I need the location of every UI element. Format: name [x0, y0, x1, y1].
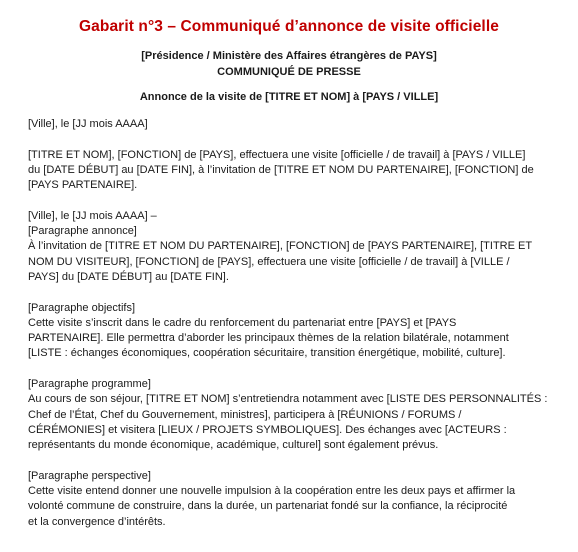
paragraph-line: et la convergence d’intérêts.: [28, 515, 166, 528]
paragraph-line: volonté commune de construire, dans la durée, un partenariat fondé sur la confiance, la réciprocité: [28, 500, 508, 513]
paragraph: [28, 377, 563, 453]
document-title: Gabarit n°3 – Communiqué d’annonce de visite officielle: [79, 18, 499, 35]
paragraph-line: [PAYS PARTENAIRE].: [28, 179, 138, 192]
paragraph: [28, 209, 563, 285]
paragraph-line: Chef de l’État, Chef du Gouvernement, ministres], participera à [RÉUNIONS / FORUMS /: [28, 408, 462, 421]
paragraph-line: [Paragraphe perspective]: [28, 469, 151, 482]
paragraph-line: À l’invitation de [TITRE ET NOM DU PARTENAIRE], [FONCTION] de [PAYS PARTENAIRE], [TITRE ET: [28, 240, 533, 253]
document-body: [28, 117, 563, 545]
paragraph-line: représentants du monde économique, académique, culturel] sont également prévus.: [28, 439, 439, 452]
paragraph-line: [TITRE ET NOM], [FONCTION] de [PAYS], effectuera une visite [officielle / de travail] à [PAYS / VILLE]: [28, 148, 526, 161]
paragraph-line: du [DATE DÉBUT] au [DATE FIN], à l’invitation de [TITRE ET NOM DU PARTENAIRE], [FONCTION] de: [28, 163, 534, 176]
header-issuer: [Présidence / Ministère des Affaires étrangères de PAYS]: [141, 50, 437, 62]
paragraph-line: PAYS] du [DATE DÉBUT] au [DATE FIN].: [28, 270, 229, 283]
paragraph-line: Au cours de son séjour, [TITRE ET NOM] s’entretiendra notamment avec [LISTE DES PERSONNALITÉS :: [28, 393, 548, 406]
paragraph-line: [Ville], le [JJ mois AAAA] –: [28, 209, 157, 222]
paragraph-line: NOM DU VISITEUR], [FONCTION] de [PAYS], effectuera une visite [officielle / de travail] à [VILLE /: [28, 255, 510, 268]
paragraph-line: PARTENAIRE]. Elle permettra d’aborder les principaux thèmes de la relation bilatérale, notamment: [28, 332, 509, 345]
paragraph-line: [Paragraphe programme]: [28, 378, 151, 391]
paragraph-line: [Paragraphe annonce]: [28, 225, 137, 238]
paragraph: [28, 117, 563, 132]
paragraph-line: Cette visite s’inscrit dans le cadre du renforcement du partenariat entre [PAYS] et [PAYS: [28, 316, 457, 329]
paragraph-line: CÉRÉMONIES] et visitera [LIEUX / PROJETS SYMBOLIQUES]. Des échanges avec [ACTEURS :: [28, 423, 507, 436]
header-type: COMMUNIQUÉ DE PRESSE: [217, 66, 361, 78]
paragraph: [28, 148, 563, 194]
paragraph-line: [Ville], le [JJ mois AAAA]: [28, 118, 148, 130]
paragraph: [28, 469, 563, 530]
paragraph: [28, 301, 563, 362]
header-subject: Annonce de la visite de [TITRE ET NOM] à [PAYS / VILLE]: [139, 91, 439, 103]
paragraph-line: [Paragraphe objectifs]: [28, 301, 136, 314]
paragraph-line: [LISTE : échanges économiques, coopération sécuritaire, transition énergétique, mobilité, culture].: [28, 347, 506, 360]
paragraph-line: Cette visite entend donner une nouvelle impulsion à la coopération entre les deux pays et affirmer la: [28, 485, 516, 498]
